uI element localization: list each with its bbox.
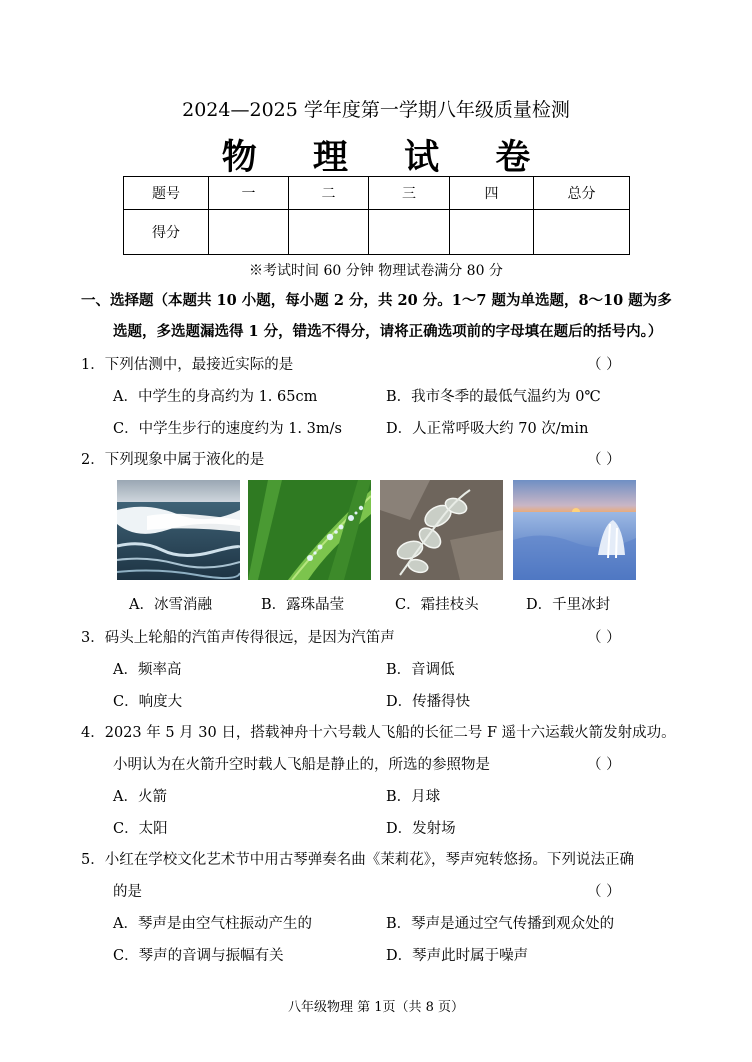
question-3-answer-blank[interactable]: （ ） (587, 630, 621, 646)
question-4-option-d: D．发射场 (386, 821, 456, 837)
exam-title: 物 理 试 卷 (221, 137, 553, 178)
question-1-option-c: C．中学生步行的速度约为 1. 3m/s (113, 421, 342, 437)
question-3-option-b: B．音调低 (386, 662, 455, 678)
score-cell[interactable] (369, 210, 450, 255)
question-3-option-c: C．响度大 (113, 694, 183, 710)
question-3-option-a: A．频率高 (113, 662, 182, 678)
score-cell[interactable] (450, 210, 534, 255)
exam-subtitle: 2024—2025 学年度第一学期八年级质量检测 (182, 99, 570, 121)
section-1-heading-line2: 选题，多选题漏选得 1 分，错选不得分，请将正确选项前的字母填在题后的括号内。） (113, 323, 663, 340)
section-1-heading-line1: 一、选择题（本题共 10 小题，每小题 2 分，共 20 分。1～7 题为单选题，8～10 题为多 (81, 292, 672, 309)
score-table-header-4: 四 (450, 177, 534, 210)
question-3-stem: 3．码头上轮船的汽笛声传得很远，是因为汽笛声 (81, 630, 395, 646)
score-table-header-number: 题号 (124, 177, 209, 210)
question-2-caption-a: A．冰雪消融 (129, 597, 212, 613)
question-2-caption-b: B．露珠晶莹 (261, 597, 345, 613)
question-5-answer-blank[interactable]: （ ） (587, 884, 621, 900)
question-5-option-c: C．琴声的音调与振幅有关 (113, 948, 284, 964)
question-5-stem-line1: 5．小红在学校文化艺术节中用古琴弹奏名曲《茉莉花》，琴声宛转悠扬。下列说法正确 (81, 852, 634, 868)
question-1-option-d: D．人正常呼吸大约 70 次/min (386, 421, 589, 437)
question-4-answer-blank[interactable]: （ ） (587, 757, 621, 773)
photo-ice-melting (117, 480, 240, 580)
score-table-header-total: 总分 (534, 177, 630, 210)
question-1-stem: 1．下列估测中，最接近实际的是 (81, 357, 294, 373)
question-2-caption-d: D．千里冰封 (526, 597, 611, 613)
question-5-stem-line2: 的是 (113, 884, 142, 900)
question-4-stem-line1: 4．2023 年 5 月 30 日，搭载神舟十六号载人飞船的长征二号 F 遥十六运载火箭发射成功。 (81, 725, 676, 741)
photo-frozen-land (513, 480, 636, 580)
page-footer: 八年级物理 第 1页（共 8 页） (287, 1000, 465, 1015)
question-1-option-a: A．中学生的身高约为 1. 65cm (113, 389, 318, 405)
question-2-caption-c: C．霜挂枝头 (395, 597, 479, 613)
score-table-score-label: 得分 (124, 210, 209, 255)
question-2-answer-blank[interactable]: （ ） (587, 452, 621, 468)
photo-dew-drops (248, 480, 371, 580)
question-5-option-a: A．琴声是由空气柱振动产生的 (113, 916, 312, 932)
score-table-header-1: 一 (209, 177, 289, 210)
question-5-option-b: B．琴声是通过空气传播到观众处的 (386, 916, 615, 932)
score-cell[interactable] (209, 210, 289, 255)
photo-frost-leaves (380, 480, 503, 580)
score-cell[interactable] (289, 210, 369, 255)
score-table-header-2: 二 (289, 177, 369, 210)
score-cell[interactable] (534, 210, 630, 255)
question-4-option-c: C．太阳 (113, 821, 168, 837)
question-5-option-d: D．琴声此时属于噪声 (386, 948, 529, 964)
question-4-option-b: B．月球 (386, 789, 441, 805)
question-4-option-a: A．火箭 (113, 789, 167, 805)
question-1-answer-blank[interactable]: （ ） (587, 357, 621, 373)
question-1-option-b: B．我市冬季的最低气温约为 0℃ (386, 389, 601, 405)
exam-note: ※考试时间 60 分钟 物理试卷满分 80 分 (249, 263, 503, 279)
question-2-stem: 2．下列现象中属于液化的是 (81, 452, 265, 468)
score-table (123, 176, 630, 255)
question-4-stem-line2: 小明认为在火箭升空时载人飞船是静止的，所选的参照物是 (113, 757, 490, 773)
score-table-header-3: 三 (369, 177, 450, 210)
question-3-option-d: D．传播得快 (386, 694, 471, 710)
